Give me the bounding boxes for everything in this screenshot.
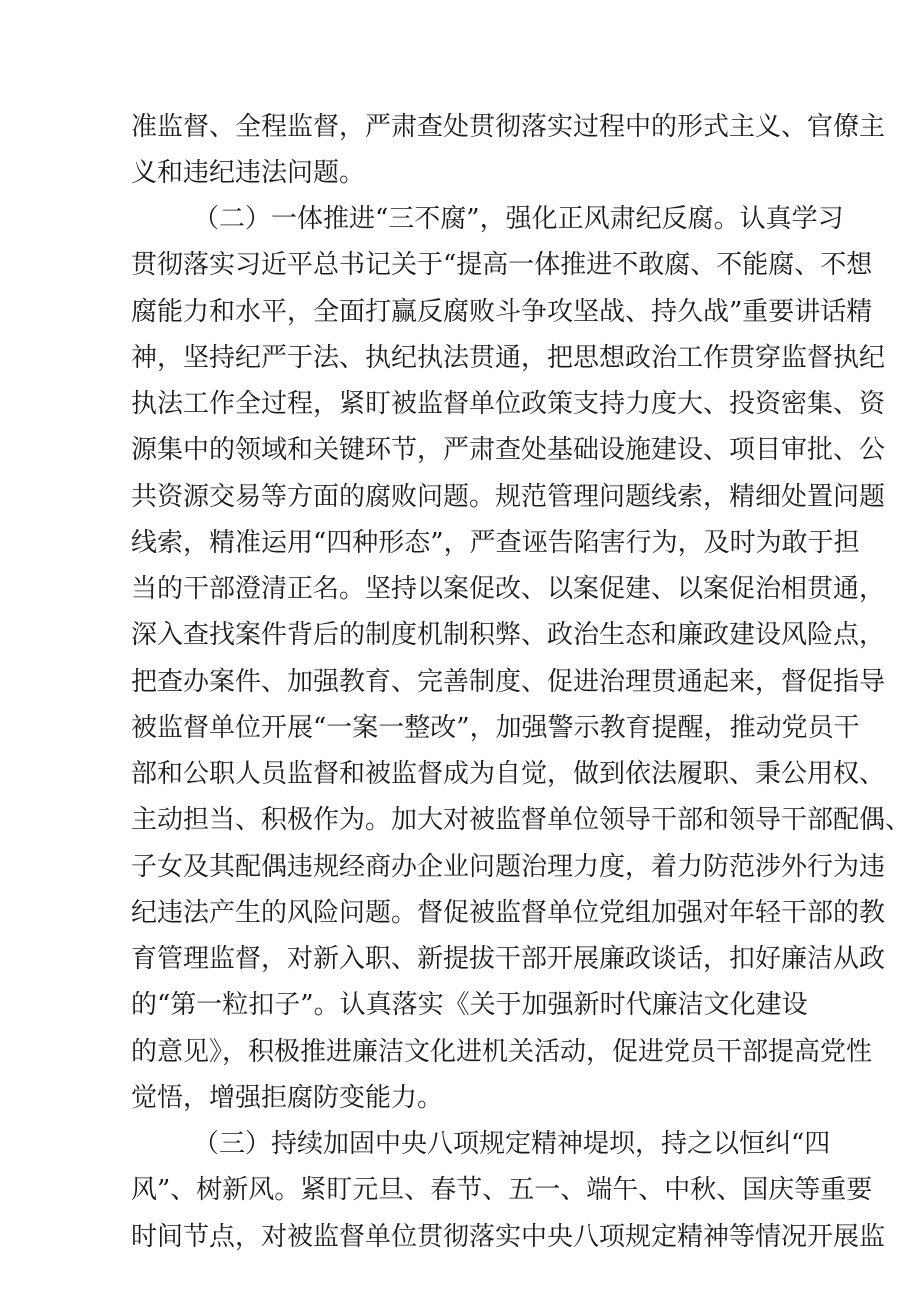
text-line: 共资源交易等方面的腐败问题。规范管理问题线索，精细处置问题 <box>131 482 886 512</box>
text-line: 被监督单位开展“一案一整改”，加强警示教育提醒，推动党员干 <box>131 713 860 743</box>
text-line: 主动担当、积极作为。加大对被监督单位领导干部和领导干部配偶、 <box>131 805 912 835</box>
text-line: 源集中的领域和关键环节，严肃查处基础设施建设、项目审批、公 <box>131 435 886 465</box>
text-line: 风”、树新风。紧盯元旦、春节、五一、端午、中秋、国庆等重要 <box>131 1175 873 1205</box>
text-line: 的意见》，积极推进廉洁文化进机关活动，促进党员干部提高党性 <box>131 1037 873 1067</box>
text-line: 育管理监督，对新入职、新提拔干部开展廉政谈话，扣好廉洁从政 <box>131 944 886 974</box>
text-line: 执法工作全过程，紧盯被监督单位政策支持力度大、投资密集、资 <box>131 389 886 419</box>
text-line: 义和违纪违法问题。 <box>131 158 366 188</box>
text-line: 线索，精准运用“四种形态”，严查诬告陷害行为，及时为敢于担 <box>131 528 860 558</box>
text-line: 神，坚持纪严于法、执纪执法贯通，把思想政治工作贯穿监督执纪 <box>131 343 886 373</box>
text-line: 子女及其配偶违规经商办企业问题治理力度，着力防范涉外行为违 <box>131 852 886 882</box>
section-heading-2: （二）一体推进“三不腐”，强化正风肃纪反腐。认真学习 <box>193 204 844 234</box>
text-line: 纪违法产生的风险问题。督促被监督单位党组加强对年轻干部的教 <box>131 898 886 928</box>
text-line: 把查办案件、加强教育、完善制度、促进治理贯通起来，督促指导 <box>131 667 886 697</box>
text-line: 贯彻落实习近平总书记关于“提高一体推进不敢腐、不能腐、不想 <box>131 250 873 280</box>
text-line: 部和公职人员监督和被监督成为自觉，做到依法履职、秉公用权、 <box>131 759 886 789</box>
text-line: 腐能力和水平，全面打赢反腐败斗争攻坚战、持久战”重要讲话精 <box>131 297 873 327</box>
text-line: 的“第一粒扣子”。认真落实《关于加强新时代廉洁文化建设 <box>131 990 808 1020</box>
section-heading-3: （三）持续加固中央八项规定精神堤坝，持之以恒纠“四 <box>193 1129 831 1159</box>
text-line: 时间节点，对被监督单位贯彻落实中央八项规定精神等情况开展监 <box>131 1222 886 1252</box>
text-line: 深入查找案件背后的制度机制积弊、政治生态和廉政建设风险点， <box>131 620 886 650</box>
text-line: 准监督、全程监督，严肃查处贯彻落实过程中的形式主义、官僚主 <box>131 112 886 142</box>
text-line: 觉悟，增强拒腐防变能力。 <box>131 1083 444 1113</box>
text-line: 当的干部澄清正名。坚持以案促改、以案促建、以案促治相贯通， <box>131 574 886 604</box>
